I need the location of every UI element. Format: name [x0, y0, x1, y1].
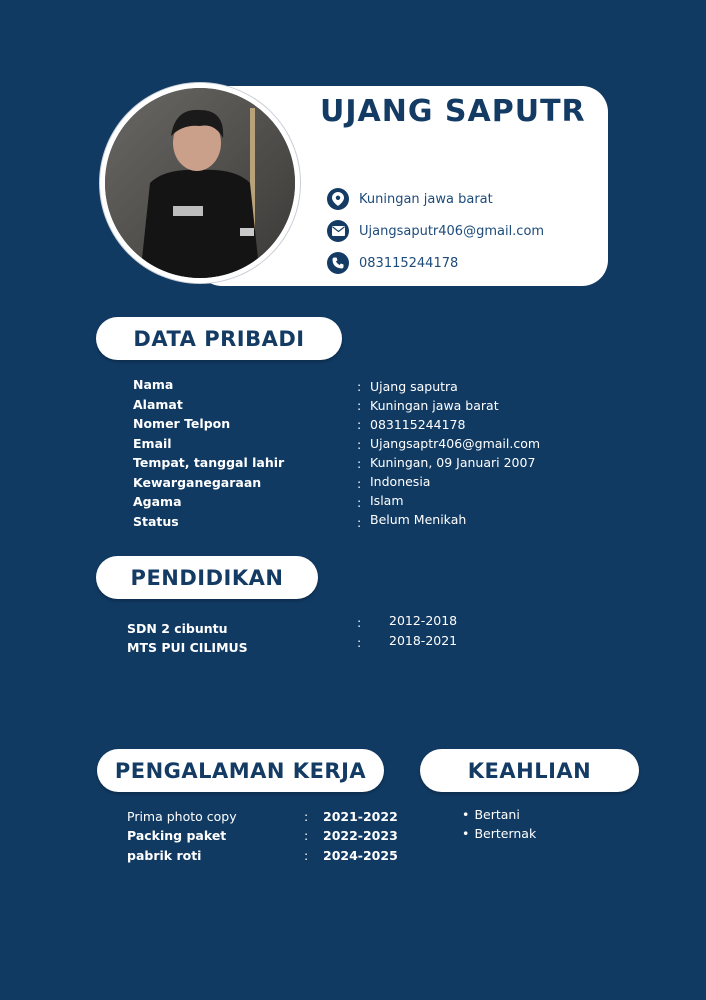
personal-row-address [133, 394, 183, 413]
personal-row-citizenship [133, 472, 261, 491]
personal-row-religion [133, 491, 182, 510]
education-colon: : [357, 635, 362, 650]
experience-years: 2022-2023 [323, 828, 398, 843]
personal-row-birth [133, 452, 284, 471]
profile-photo [105, 88, 295, 278]
personal-colon: : [357, 417, 362, 432]
personal-label: Kewarganegaraan [133, 475, 262, 490]
bullet-icon: • [462, 826, 470, 841]
personal-colon: : [357, 495, 362, 510]
section-title-personal-data-text: DATA PRIBADI [133, 326, 305, 351]
section-title-skills [420, 749, 639, 792]
contact-row-location [327, 186, 493, 212]
experience-colon: : [304, 828, 309, 843]
contact-row-email [327, 218, 544, 244]
personal-row-status [133, 511, 179, 530]
experience-years: 2021-2022 [323, 809, 398, 824]
section-title-education [96, 556, 318, 599]
personal-value: Belum Menikah [370, 512, 467, 527]
personal-colon: : [357, 456, 362, 471]
education-school: MTS PUI CILIMUS [127, 640, 248, 655]
personal-label: Alamat [133, 397, 183, 412]
personal-value: Ujangsaptr406@gmail.com [370, 436, 541, 451]
full-name-title: UJANG SAPUTR [320, 94, 586, 129]
personal-colon: : [357, 437, 362, 452]
phone-icon [327, 252, 349, 274]
personal-value: Kuningan, 09 Januari 2007 [370, 455, 536, 470]
contact-location: Kuningan jawa barat [359, 191, 493, 207]
personal-row-name [133, 374, 173, 393]
personal-value: Kuningan jawa barat [370, 398, 499, 413]
contact-phone: 083115244178 [359, 255, 459, 271]
personal-colon: : [357, 476, 362, 491]
education-school: SDN 2 cibuntu [127, 621, 228, 636]
contact-row-phone [327, 250, 458, 276]
location-pin-icon [327, 188, 349, 210]
personal-label: Nomer Telpon [133, 416, 231, 431]
personal-value: Indonesia [370, 474, 431, 489]
personal-colon: : [357, 398, 362, 413]
contact-email: Ujangsaputr406@gmail.com [359, 223, 545, 239]
personal-value: 083115244178 [370, 417, 466, 432]
personal-label: Agama [133, 494, 182, 509]
skill-item: • Bertani [462, 807, 520, 822]
personal-label: Status [133, 514, 179, 529]
experience-colon: : [304, 848, 309, 863]
skill-item: • Berternak [462, 826, 537, 841]
education-years: 2012-2018 [389, 613, 458, 628]
education-colon: : [357, 615, 362, 630]
personal-label: Tempat, tanggal lahir [133, 455, 285, 470]
bullet-icon: • [462, 807, 470, 822]
personal-row-phone [133, 413, 230, 432]
section-title-work-experience [97, 749, 384, 792]
section-title-skills-text: KEAHLIAN [467, 758, 592, 783]
personal-label: Nama [133, 377, 174, 392]
personal-colon: : [357, 515, 362, 530]
personal-row-email [133, 433, 172, 452]
envelope-icon [327, 220, 349, 242]
section-title-education-text: PENDIDIKAN [130, 565, 284, 590]
experience-job: pabrik roti [127, 848, 202, 863]
section-title-personal-data [96, 317, 342, 360]
personal-value: Islam [370, 493, 404, 508]
experience-job: Prima photo copy [127, 809, 237, 824]
personal-colon: : [357, 379, 362, 394]
personal-value: Ujang saputra [370, 379, 458, 394]
personal-label: Email [133, 436, 172, 451]
experience-job: Packing paket [127, 828, 227, 843]
experience-years: 2024-2025 [323, 848, 398, 863]
experience-colon: : [304, 809, 309, 824]
section-title-work-experience-text: PENGALAMAN KERJA [114, 758, 367, 783]
education-years: 2018-2021 [389, 633, 458, 648]
